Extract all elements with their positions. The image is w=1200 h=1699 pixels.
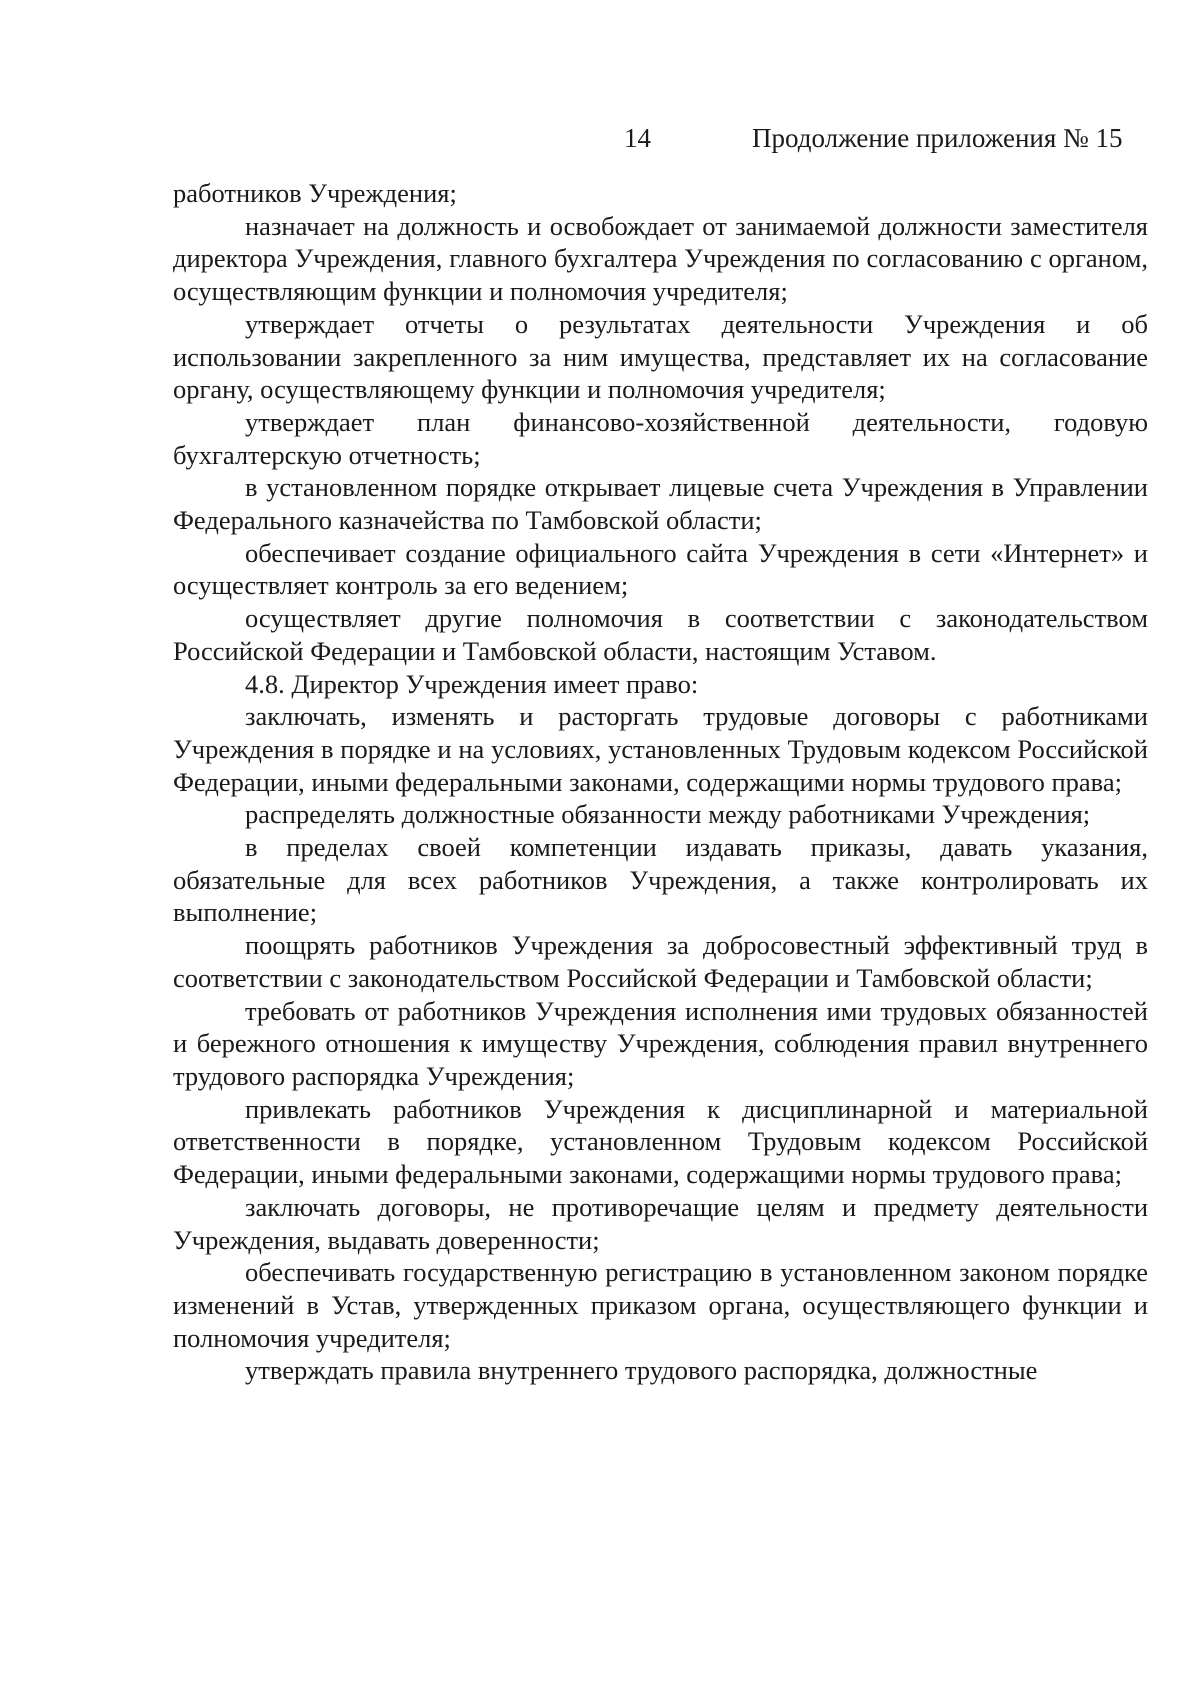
paragraph: в установленном порядке открывает лицевые счета Учреждения в Управлении Федерального казначейства по Тамбовской области;	[173, 472, 1148, 536]
paragraph: требовать от работников Учреждения исполнения ими трудовых обязанностей и бережного отношения к имуществу Учреждения, соблюдения правил внутреннего трудового распорядка Учреждения;	[173, 995, 1148, 1091]
paragraph: обеспечивает создание официального сайта Учреждения в сети «Интернет» и осуществляет контроль за его ведением;	[173, 537, 1148, 601]
paragraph: поощрять работников Учреждения за добросовестный эффективный труд в соответствии с законодательством Российской Федерации и Тамбовской области;	[173, 930, 1148, 993]
paragraph: заключать договоры, не противоречащие целям и предмету деятельности Учреждения, выдавать доверенности;	[173, 1191, 1148, 1255]
appendix-label: Продолжение приложения № 15	[752, 123, 1123, 153]
paragraph: утверждает план финансово-хозяйственной деятельности, годовую бухгалтерскую отчетность;	[173, 406, 1148, 470]
paragraph-continuation: работников Учреждения;	[173, 178, 457, 208]
section-heading-4-8: 4.8. Директор Учреждения имеет право:	[245, 668, 699, 699]
page-header	[0, 118, 1200, 158]
paragraph: осуществляет другие полномочия в соответствии с законодательством Российской Федерации и Тамбовской области, настоящим Уставом.	[173, 603, 1148, 666]
paragraph: обеспечивать государственную регистрацию в установленном законом порядке изменений в Устав, утвержденных приказом органа, осуществляющего функции и полномочия учредителя;	[173, 1257, 1148, 1353]
paragraph: назначает на должность и освобождает от занимаемой должности заместителя директора Учреждения, главного бухгалтера Учреждения по согласованию с органом, осуществляющим функции и полномочия учредителя;	[173, 210, 1148, 307]
paragraph: в пределах своей компетенции издавать приказы, давать указания, обязательные для всех работников Учреждения, а также контролировать их выполнение;	[173, 832, 1148, 928]
paragraph: привлекать работников Учреждения к дисциплинарной и материальной ответственности в порядке, установленном Трудовым кодексом Российской Федерации, иными федеральными законами, содержащими нормы трудового права;	[173, 1093, 1148, 1190]
page-number: 14	[624, 123, 651, 153]
paragraph: распределять должностные обязанности между работниками Учреждения;	[245, 799, 1091, 830]
paragraph: утверждает отчеты о результатах деятельности Учреждения и об использовании закрепленного за ним имущества, представляет их на согласование органу, осуществляющему функции и полномочия учредителя;	[173, 308, 1148, 405]
document-body	[173, 177, 1148, 1387]
paragraph-truncated: утверждать правила внутреннего трудового распорядка, должностные	[245, 1355, 1038, 1386]
paragraph: заключать, изменять и расторгать трудовые договоры с работниками Учреждения в порядке и на условиях, установленных Трудовым кодексом Российской Федерации, иными федеральными законами, содержащими нормы трудового права;	[173, 701, 1148, 797]
